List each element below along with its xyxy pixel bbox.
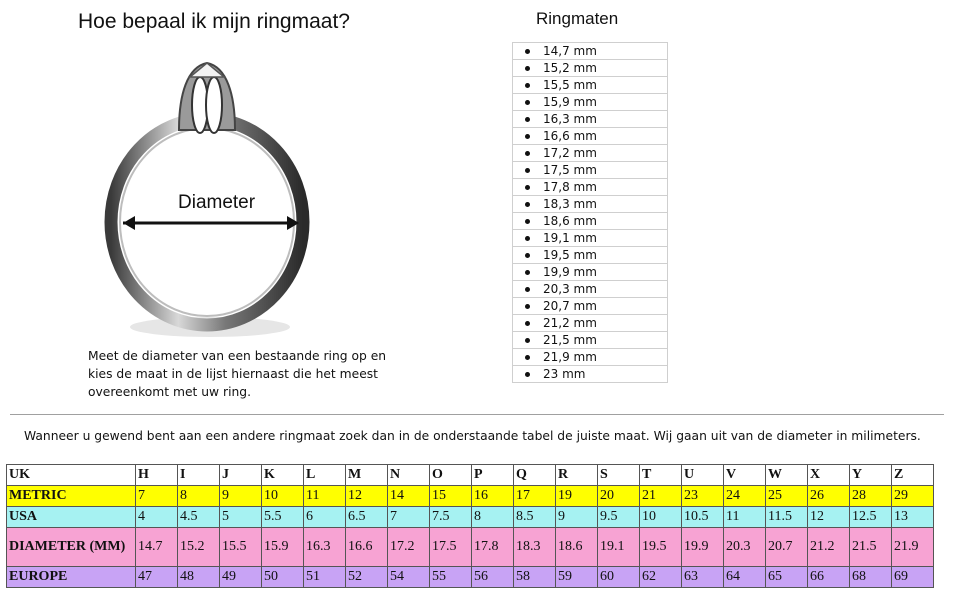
table-cell: T [640,465,682,486]
table-cell: 10 [262,486,304,507]
size-list-item [513,315,667,332]
size-list-item [513,111,667,128]
row-label: EUROPE [7,567,136,588]
size-value: 21,5 mm [543,333,597,347]
table-cell: 7.5 [430,507,472,528]
size-value: 16,6 mm [543,129,597,143]
table-cell: 12 [808,507,850,528]
size-value: 17,2 mm [543,146,597,160]
table-row [7,528,934,567]
table-row [7,486,934,507]
table-cell: 65 [766,567,808,588]
table-cell: S [598,465,640,486]
size-list-item [513,332,667,349]
size-value: 15,5 mm [543,78,597,92]
table-cell: 15.5 [220,528,262,567]
table-cell: 54 [388,567,430,588]
size-value: 15,9 mm [543,95,597,109]
row-label: UK [7,465,136,486]
size-list-item [513,60,667,77]
bullet-icon [525,338,530,343]
table-cell: Q [514,465,556,486]
table-cell: 21.2 [808,528,850,567]
table-cell: 11.5 [766,507,808,528]
size-list-item [513,298,667,315]
table-cell: 20 [598,486,640,507]
table-cell: 14.7 [136,528,178,567]
table-cell: 7 [136,486,178,507]
table-cell: 21.9 [892,528,934,567]
size-list-item [513,349,667,366]
bullet-icon [525,134,530,139]
size-value: 20,7 mm [543,299,597,313]
size-value: 16,3 mm [543,112,597,126]
table-cell: 4 [136,507,178,528]
table-cell: 16.3 [304,528,346,567]
table-cell: K [262,465,304,486]
size-value: 17,8 mm [543,180,597,194]
row-label: METRIC [7,486,136,507]
table-row [7,567,934,588]
table-cell: M [346,465,388,486]
size-list-item [513,162,667,179]
table-cell: 18.3 [514,528,556,567]
table-cell: 17.8 [472,528,514,567]
table-cell: 5 [220,507,262,528]
table-cell: 49 [220,567,262,588]
size-list-item [513,366,667,382]
diameter-label: Diameter [178,192,256,213]
table-cell: 64 [724,567,766,588]
bullet-icon [525,219,530,224]
table-cell: V [724,465,766,486]
table-cell: 55 [430,567,472,588]
table-cell: 20.3 [724,528,766,567]
table-cell: O [430,465,472,486]
bullet-icon [525,202,530,207]
table-cell: 63 [682,567,724,588]
bullet-icon [525,185,530,190]
bullet-icon [525,270,530,275]
size-value: 19,9 mm [543,265,597,279]
table-cell: 10 [640,507,682,528]
size-list-item [513,230,667,247]
size-list-item [513,281,667,298]
bullet-icon [525,304,530,309]
table-cell: 24 [724,486,766,507]
table-cell: 8.5 [514,507,556,528]
table-cell: 48 [178,567,220,588]
table-cell: 26 [808,486,850,507]
size-value: 19,5 mm [543,248,597,262]
bullet-icon [525,321,530,326]
bullet-icon [525,168,530,173]
table-row [7,465,934,486]
table-cell: 5.5 [262,507,304,528]
table-cell: 6.5 [346,507,388,528]
size-value: 18,6 mm [543,214,597,228]
bullet-icon [525,372,530,377]
divider [10,414,944,415]
table-cell: R [556,465,598,486]
size-value: 15,2 mm [543,61,597,75]
table-cell: 11 [304,486,346,507]
row-label: USA [7,507,136,528]
table-cell: 58 [514,567,556,588]
size-list-item [513,196,667,213]
bullet-icon [525,236,530,241]
size-value: 21,2 mm [543,316,597,330]
bullet-icon [525,49,530,54]
bullet-icon [525,100,530,105]
table-cell: 19.5 [640,528,682,567]
table-cell: 19.9 [682,528,724,567]
table-cell: 17 [514,486,556,507]
table-cell: 15 [430,486,472,507]
size-list-item [513,145,667,162]
bullet-icon [525,287,530,292]
table-cell: 29 [892,486,934,507]
bullet-icon [525,253,530,258]
bullet-icon [525,83,530,88]
table-cell: 21.5 [850,528,892,567]
table-cell: L [304,465,346,486]
table-cell: 19 [556,486,598,507]
table-cell: 52 [346,567,388,588]
bullet-icon [525,355,530,360]
table-cell: 23 [682,486,724,507]
table-cell: 19.1 [598,528,640,567]
size-list-item [513,213,667,230]
size-value: 17,5 mm [543,163,597,177]
table-cell: 17.5 [430,528,472,567]
size-list-item [513,128,667,145]
table-cell: Y [850,465,892,486]
table-cell: I [178,465,220,486]
table-cell: 9.5 [598,507,640,528]
table-cell: 18.6 [556,528,598,567]
table-cell: 60 [598,567,640,588]
table-cell: 21 [640,486,682,507]
size-value: 18,3 mm [543,197,597,211]
table-cell: 25 [766,486,808,507]
table-cell: 17.2 [388,528,430,567]
table-cell: Z [892,465,934,486]
table-row [7,507,934,528]
table-cell: 47 [136,567,178,588]
table-cell: 66 [808,567,850,588]
instruction-note: Meet de diameter van een bestaande ring op en kies de maat in de lijst hiernaast die het meest overeenkomt met uw ring. [88,349,387,399]
table-cell: 13 [892,507,934,528]
table-cell: 50 [262,567,304,588]
table-cell: P [472,465,514,486]
table-cell: 59 [556,567,598,588]
table-cell: 8 [178,486,220,507]
table-cell: 16 [472,486,514,507]
ring-size-list [512,42,668,383]
table-cell: 68 [850,567,892,588]
table-cell: 6 [304,507,346,528]
size-list-item [513,77,667,94]
table-cell: N [388,465,430,486]
table-cell: 14 [388,486,430,507]
bullet-icon [525,66,530,71]
size-value: 19,1 mm [543,231,597,245]
bullet-icon [525,117,530,122]
row-label: DIAMETER (MM) [7,528,136,567]
table-cell: J [220,465,262,486]
intro-text: Wanneer u gewend bent aan een andere ringmaat zoek dan in de onderstaande tabel de juiste maat. Wij gaan uit van de diameter in milimeters. [24,429,921,443]
page-title: Hoe bepaal ik mijn ringmaat? [78,10,350,33]
table-cell: 62 [640,567,682,588]
sizes-title: Ringmaten [536,9,619,28]
table-cell: 8 [472,507,514,528]
size-value: 20,3 mm [543,282,597,296]
table-cell: 16.6 [346,528,388,567]
table-cell: 15.2 [178,528,220,567]
table-cell: 20.7 [766,528,808,567]
table-cell: H [136,465,178,486]
table-cell: 4.5 [178,507,220,528]
table-cell: 7 [388,507,430,528]
table-cell: 11 [724,507,766,528]
size-value: 23 mm [543,367,586,381]
bullet-icon [525,151,530,156]
size-list-item [513,94,667,111]
table-cell: 9 [220,486,262,507]
table-cell: 10.5 [682,507,724,528]
table-cell: 28 [850,486,892,507]
size-list-item [513,264,667,281]
table-cell: W [766,465,808,486]
size-list-item [513,43,667,60]
size-value: 14,7 mm [543,44,597,58]
table-cell: 12.5 [850,507,892,528]
size-list-item [513,179,667,196]
size-list-item [513,247,667,264]
table-cell: 69 [892,567,934,588]
size-value: 21,9 mm [543,350,597,364]
table-cell: 51 [304,567,346,588]
table-cell: 15.9 [262,528,304,567]
table-cell: U [682,465,724,486]
table-cell: 56 [472,567,514,588]
table-cell: 9 [556,507,598,528]
size-conversion-table [6,464,934,588]
table-cell: 12 [346,486,388,507]
table-cell: X [808,465,850,486]
